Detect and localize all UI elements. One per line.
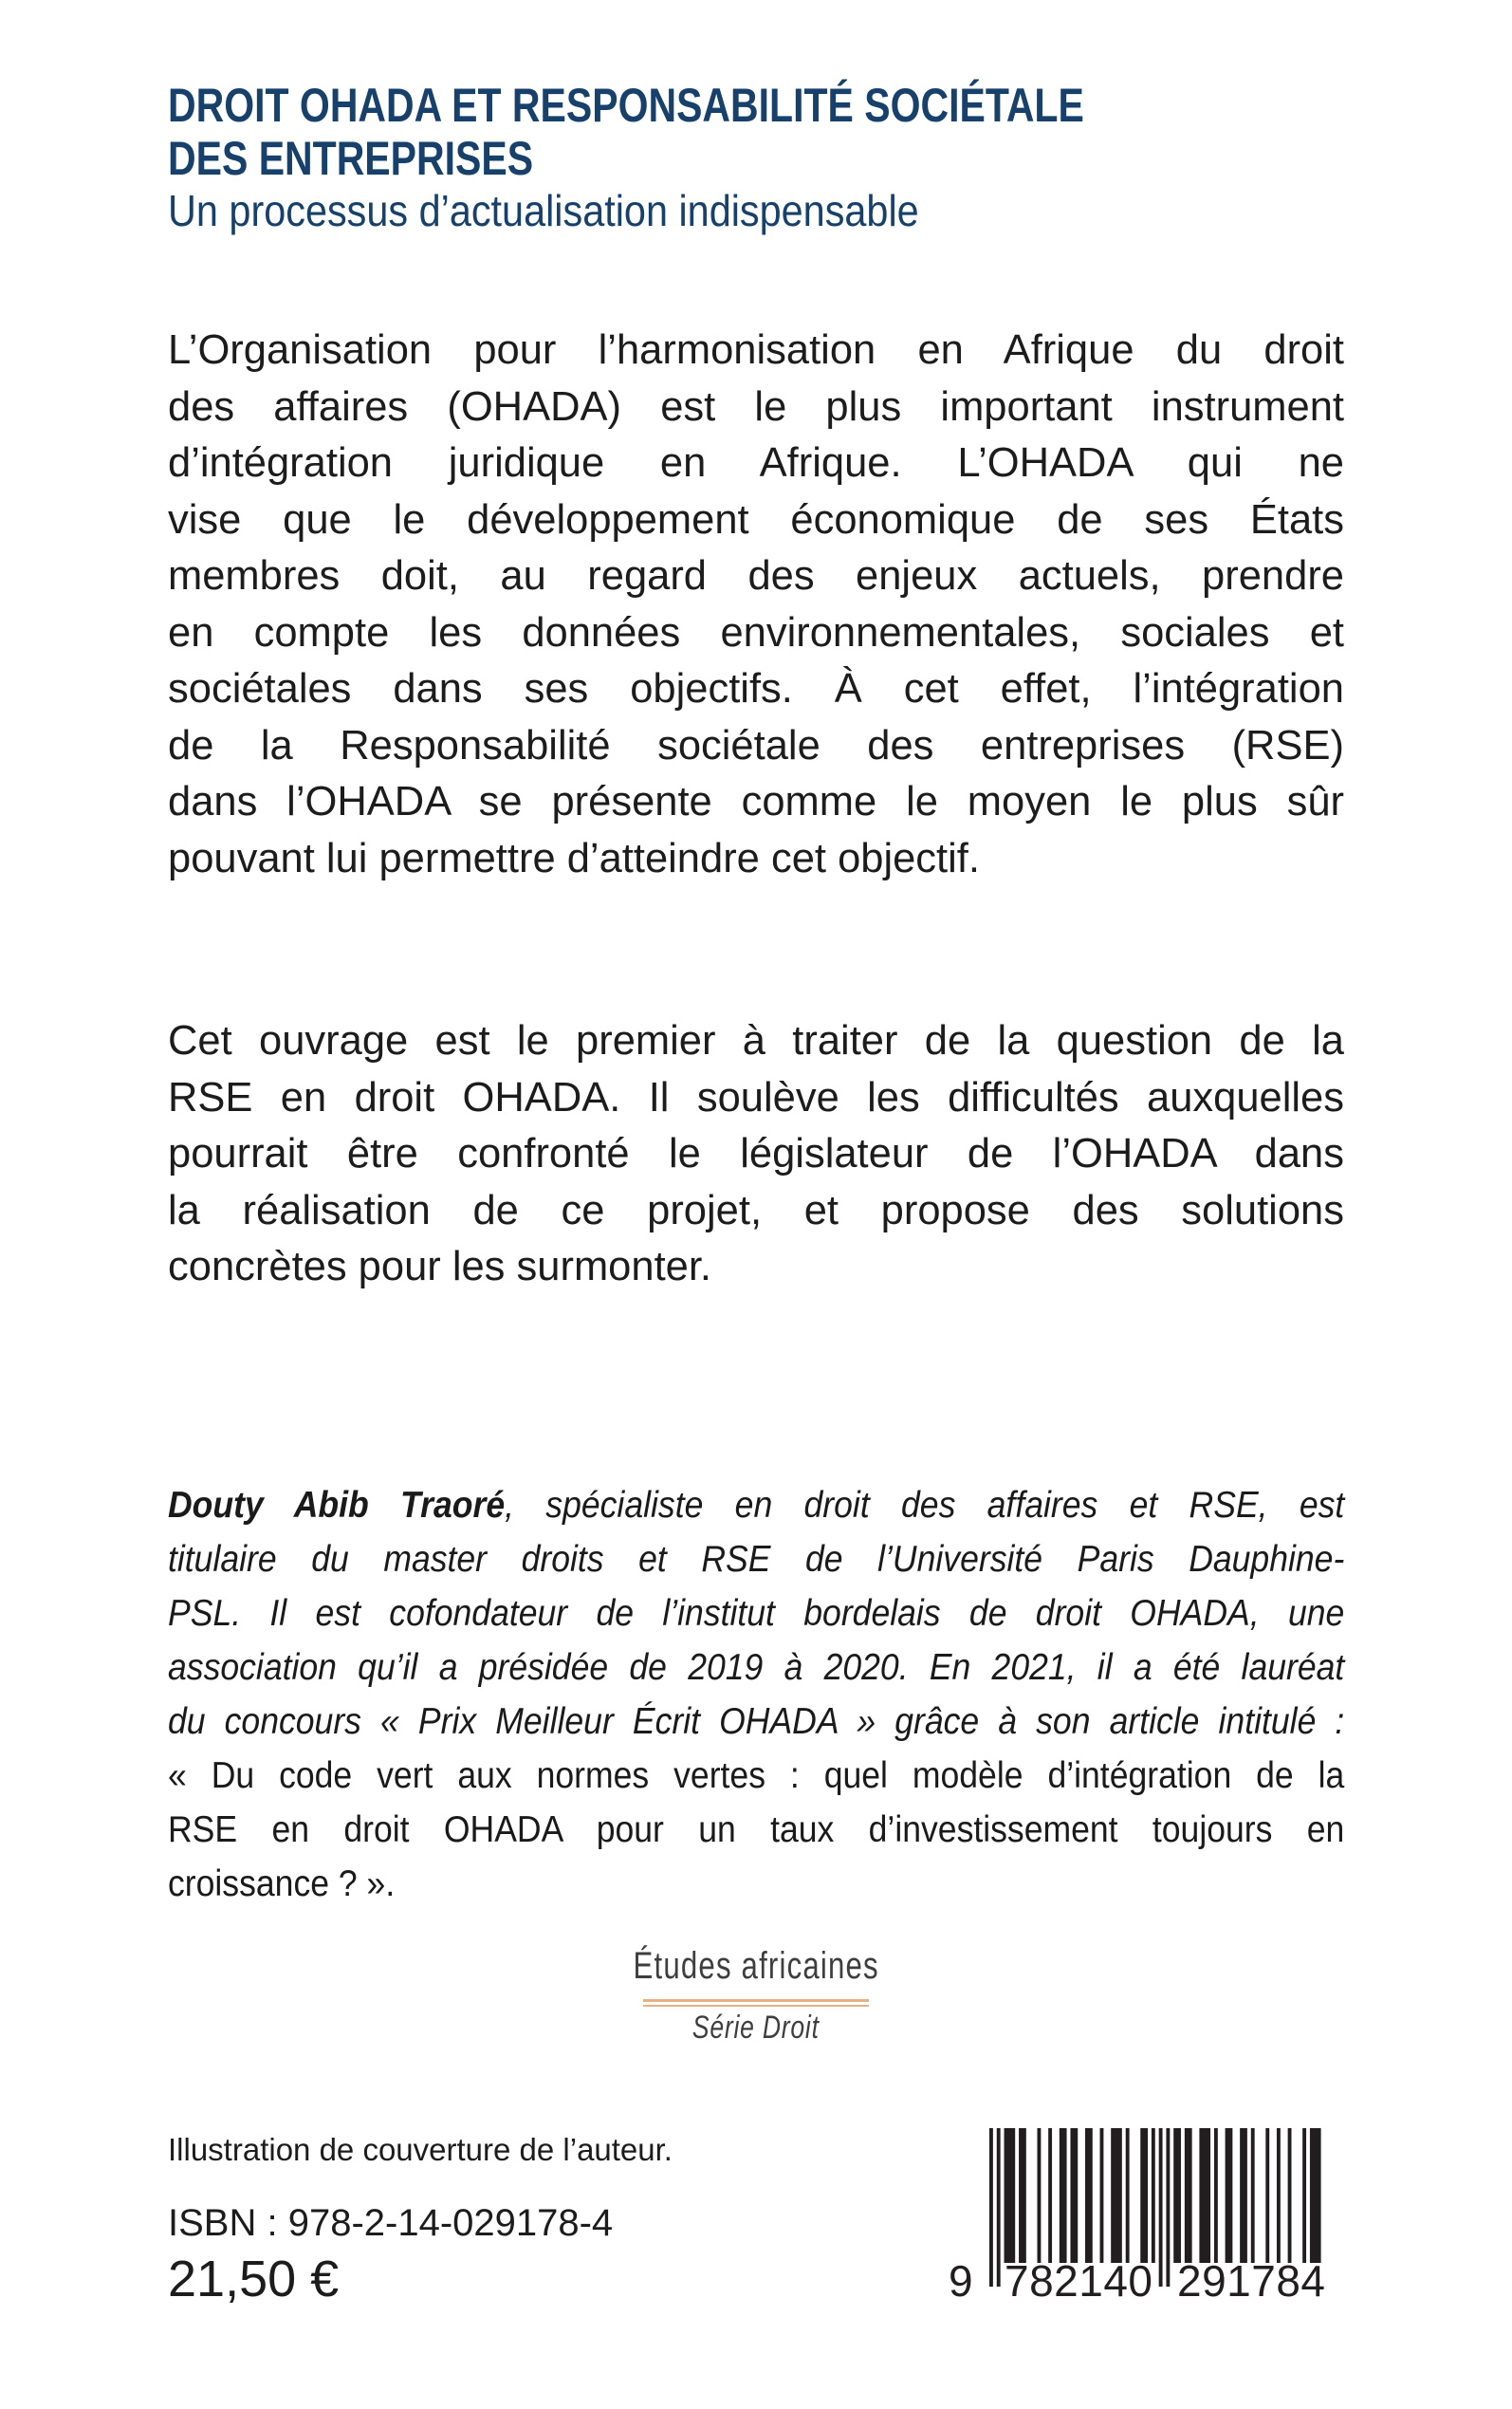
- underline-bottom-rule: [643, 2005, 869, 2008]
- bio-line: [168, 1478, 1344, 1532]
- text-line: concrètes pour les surmonter.: [168, 1244, 712, 1289]
- text-line: dans l’OHADA se présente comme le moyen le plus sûr: [168, 779, 1344, 825]
- bio-line: association qu’il a présidée de 2019 à 2020. En 2021, il a été lauréat: [168, 1647, 1345, 1688]
- book-title-line1: DROIT OHADA ET RESPONSABILITÉ SOCIÉTALE: [168, 79, 1084, 132]
- text-line: Cet ouvrage est le premier à traiter de la question de la: [168, 1018, 1344, 1064]
- isbn-text: ISBN : 978-2-14-029178-4: [168, 2202, 614, 2244]
- text-line: L’Organisation pour l’harmonisation en Afrique du droit: [168, 327, 1344, 373]
- barcode-digit: 2: [1054, 2256, 1079, 2306]
- barcode-digit: 1: [1079, 2256, 1103, 2306]
- text-line: des affaires (OHADA) est le plus important instrument: [168, 383, 1344, 430]
- text-line: pourrait être confronté le législateur de l’OHADA dans: [168, 1131, 1344, 1177]
- barcode-digit: 7: [1005, 2256, 1029, 2306]
- bio-line: PSL. Il est cofondateur de l’institut bordelais de droit OHADA, une: [168, 1593, 1345, 1634]
- barcode-digit: 4: [1300, 2256, 1325, 2306]
- price-text: 21,50 €: [168, 2251, 340, 2307]
- collection-name: Études africaines: [633, 1945, 879, 1987]
- text-line: sociétales dans ses objectifs. À cet effet, l’intégration: [168, 666, 1344, 712]
- bio-line: « Du code vert aux normes vertes : quel modèle d’intégration de la: [168, 1755, 1345, 1796]
- author-name: Douty Abib Traoré: [168, 1485, 506, 1526]
- book-subtitle: Un processus d’actualisation indispensable: [168, 186, 919, 235]
- collection-series: Série Droit: [692, 2010, 820, 2046]
- text-line: membres doit, au regard des enjeux actuels, prendre: [168, 553, 1344, 599]
- text-line: d’intégration juridique en Afrique. L’OHADA qui ne: [168, 440, 1344, 486]
- text-line: pouvant lui permettre d’atteindre cet objectif.: [168, 835, 980, 881]
- barcode-digit: 7: [1251, 2256, 1276, 2306]
- bio-line: du concours « Prix Meilleur Écrit OHADA » grâce à son article intitulé :: [168, 1701, 1345, 1742]
- bio-line: titulaire du master droits et RSE de l’Université Paris Dauphine-: [168, 1539, 1345, 1580]
- barcode-digit: 1: [1226, 2256, 1251, 2306]
- synopsis-paragraph-1: [168, 323, 1344, 887]
- illustration-credit: Illustration de couverture de l’auteur.: [168, 2132, 673, 2167]
- text-line: la réalisation de ce projet, et propose des solutions: [168, 1187, 1344, 1233]
- barcode-digit-first: 9: [949, 2256, 973, 2306]
- collection-underline: [643, 1999, 869, 2007]
- author-bio: [168, 1478, 1344, 1911]
- barcode-digit: 2: [1177, 2256, 1202, 2306]
- bio-line: RSE en droit OHADA pour un taux d’investissement toujours en: [168, 1809, 1345, 1850]
- text-line: RSE en droit OHADA. Il soulève les difficultés auxquelles: [168, 1074, 1344, 1121]
- barcode-digit: 4: [1103, 2256, 1128, 2306]
- barcode-digit: 8: [1276, 2256, 1300, 2306]
- barcode-digits-right: [1177, 2258, 1325, 2304]
- bio-line: croissance ? ».: [168, 1863, 396, 1904]
- synopsis-paragraph-2: [168, 1013, 1344, 1296]
- barcode-digits-left: [1005, 2258, 1152, 2304]
- barcode-digit: 0: [1128, 2256, 1152, 2306]
- text-line: vise que le développement économique de ses États: [168, 496, 1344, 543]
- text-line: de la Responsabilité sociétale des entreprises (RSE): [168, 722, 1344, 769]
- text-line: en compte les données environnementales, sociales et: [168, 609, 1344, 656]
- barcode-digit: 9: [1202, 2256, 1226, 2306]
- bio-text: , spécialiste en droit des affaires et RSE, est: [505, 1485, 1345, 1526]
- book-title-line2: DES ENTREPRISES: [168, 132, 534, 185]
- barcode-digit: 8: [1029, 2256, 1054, 2306]
